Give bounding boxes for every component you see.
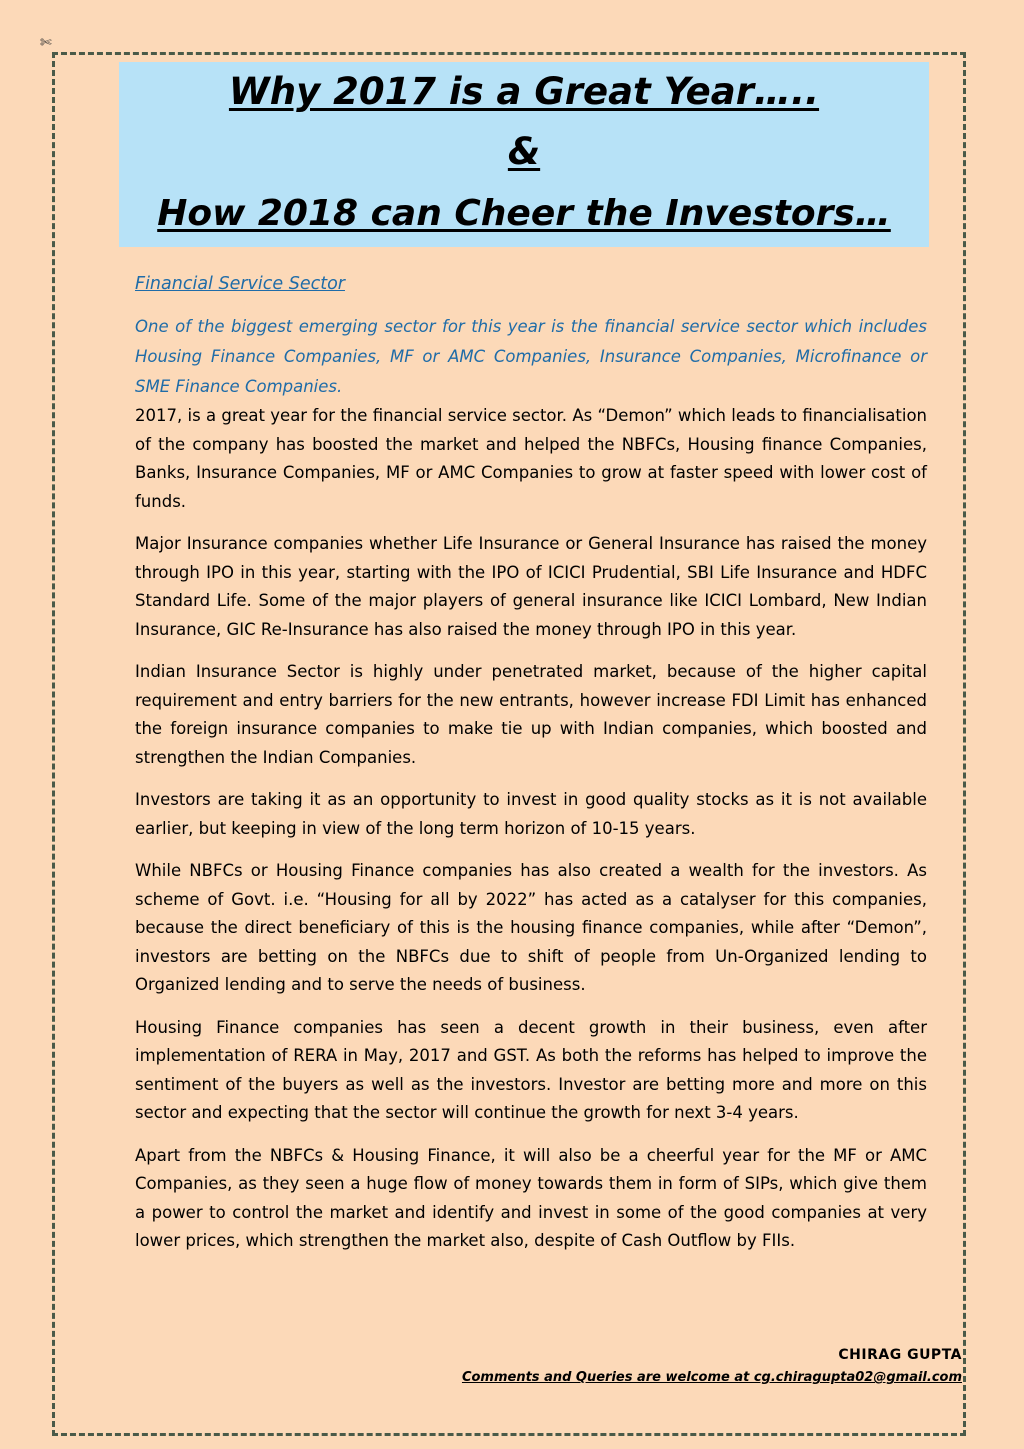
article-body xyxy=(135,268,927,1270)
body-paragraph-3: Indian Insurance Sector is highly under penetrated market, because of the higher capital requirement and entry barriers for the new entrants, however increase FDI Limit has enhanced the foreign insurance companies to make tie up with Indian companies, which boosted and strengthen the Indian Companies. xyxy=(135,662,927,767)
body-paragraph-4: Investors are taking it as an opportunity to invest in good quality stocks as it is not available earlier, but keeping in view of the long term horizon of 10-15 years. xyxy=(135,790,927,838)
title-line-2: & xyxy=(507,130,541,173)
title-line-3: How 2018 can Cheer the Investors… xyxy=(157,193,891,234)
author-name: CHIRAG GUPTA xyxy=(838,1347,962,1363)
intro-paragraph: One of the biggest emerging sector for this year is the financial service sector which includes Housing Finance Companies, MF or AMC Companies, Insurance Companies, Microfinance or SME Finance Companies. xyxy=(135,317,927,396)
title-line-1: Why 2017 is a Great Year….. xyxy=(228,70,820,113)
title-banner xyxy=(119,62,929,247)
body-paragraph-7: Apart from the NBFCs & Housing Finance, it will also be a cheerful year for the MF or AMC Companies, as they seen a huge flow of money towards them in form of SIPs, which give them a power to control the market and identify and invest in some of the good companies at very lower prices, which strengthen the market also, despite of Cash Outflow by FIIs. xyxy=(135,1145,927,1250)
scissors-icon: ✄ xyxy=(40,35,52,51)
body-paragraph-5: While NBFCs or Housing Finance companies has also created a wealth for the investors. As scheme of Govt. i.e. “Housing for all by 2022” has acted as a catalyser for this companies, because the direct beneficiary of this is the housing finance companies, while after “Demon”, investors are betting on the NBFCs due to shift of people from Un-Organized lending to Organized lending and to serve the needs of business. xyxy=(135,861,927,994)
body-paragraph-6: Housing Finance companies has seen a decent growth in their business, even after implementation of RERA in May, 2017 and GST. As both the reforms has helped to improve the sentiment of the buyers as well as the investors. Investor are betting more and more on this sector and expecting that the sector will continue the growth for next 3-4 years. xyxy=(135,1017,927,1122)
contact-line[interactable]: Comments and Queries are welcome at cg.chiragupta02@gmail.com xyxy=(461,1370,962,1385)
body-paragraph-2: Major Insurance companies whether Life Insurance or General Insurance has raised the money through IPO in this year, starting with the IPO of ICICI Prudential, SBI Life Insurance and HDFC Standard Life. Some of the major players of general insurance like ICICI Lombard, New Indian Insurance, GIC Re-Insurance has also raised the money through IPO in this year. xyxy=(135,534,927,639)
section-heading: Financial Service Sector xyxy=(135,274,345,294)
body-paragraph-1: 2017, is a great year for the financial service sector. As “Demon” which leads to financialisation of the company has boosted the market and helped the NBFCs, Housing finance Companies, Banks, Insurance Companies, MF or AMC Companies to grow at faster speed with lower cost of funds. xyxy=(135,406,927,511)
